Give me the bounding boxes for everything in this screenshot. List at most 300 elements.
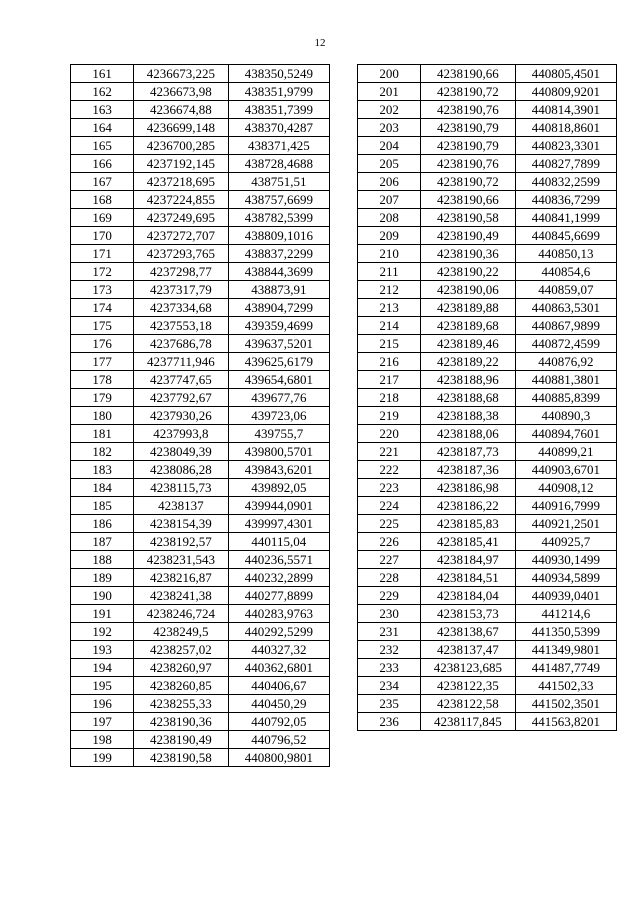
x-coordinate-cell: 4238154,39 [134, 515, 228, 533]
y-coordinate-cell: 440362,6801 [228, 659, 329, 677]
table-row [71, 209, 330, 227]
x-coordinate-cell: 4238186,22 [421, 497, 515, 515]
y-coordinate-cell: 440916,7999 [515, 497, 616, 515]
table-row [71, 749, 330, 767]
point-number-cell: 165 [71, 137, 134, 155]
point-number-cell: 222 [358, 461, 421, 479]
point-number-cell: 233 [358, 659, 421, 677]
point-number-cell: 215 [358, 335, 421, 353]
y-coordinate-cell: 439637,5201 [228, 335, 329, 353]
table-row [358, 515, 617, 533]
y-coordinate-cell: 440283,9763 [228, 605, 329, 623]
table-row [358, 623, 617, 641]
x-coordinate-cell: 4236700,285 [134, 137, 228, 155]
table-row [358, 659, 617, 677]
y-coordinate-cell: 440796,52 [228, 731, 329, 749]
table-row [71, 515, 330, 533]
y-coordinate-cell: 439755,7 [228, 425, 329, 443]
point-number-cell: 200 [358, 65, 421, 83]
point-number-cell: 225 [358, 515, 421, 533]
y-coordinate-cell: 440890,3 [515, 407, 616, 425]
point-number-cell: 178 [71, 371, 134, 389]
table-row [358, 353, 617, 371]
table-row [358, 641, 617, 659]
point-number-cell: 188 [71, 551, 134, 569]
y-coordinate-cell: 440805,4501 [515, 65, 616, 83]
table-row [358, 425, 617, 443]
table-row [71, 227, 330, 245]
table-row [358, 371, 617, 389]
point-number-cell: 186 [71, 515, 134, 533]
x-coordinate-cell: 4238123,685 [421, 659, 515, 677]
table-row [358, 119, 617, 137]
point-number-cell: 182 [71, 443, 134, 461]
point-number-cell: 184 [71, 479, 134, 497]
table-row [358, 713, 617, 731]
table-row [358, 551, 617, 569]
y-coordinate-cell: 438757,6699 [228, 191, 329, 209]
point-number-cell: 206 [358, 173, 421, 191]
table-row [71, 569, 330, 587]
table-row [358, 695, 617, 713]
x-coordinate-cell: 4238185,41 [421, 533, 515, 551]
table-row [71, 119, 330, 137]
point-number-cell: 218 [358, 389, 421, 407]
table-row [71, 155, 330, 173]
x-coordinate-cell: 4237317,79 [134, 281, 228, 299]
x-coordinate-cell: 4238190,76 [421, 101, 515, 119]
point-number-cell: 164 [71, 119, 134, 137]
point-number-cell: 194 [71, 659, 134, 677]
x-coordinate-cell: 4238189,88 [421, 299, 515, 317]
y-coordinate-cell: 438873,91 [228, 281, 329, 299]
y-coordinate-cell: 438351,9799 [228, 83, 329, 101]
x-coordinate-cell: 4238137,47 [421, 641, 515, 659]
y-coordinate-cell: 440854,6 [515, 263, 616, 281]
point-number-cell: 221 [358, 443, 421, 461]
table-row [358, 335, 617, 353]
y-coordinate-cell: 439800,5701 [228, 443, 329, 461]
table-row [71, 371, 330, 389]
x-coordinate-cell: 4238190,22 [421, 263, 515, 281]
y-coordinate-cell: 438809,1016 [228, 227, 329, 245]
point-number-cell: 176 [71, 335, 134, 353]
x-coordinate-cell: 4238115,73 [134, 479, 228, 497]
y-coordinate-cell: 440406,67 [228, 677, 329, 695]
x-coordinate-cell: 4238190,58 [134, 749, 228, 767]
y-coordinate-cell: 441563,8201 [515, 713, 616, 731]
y-coordinate-cell: 439944,0901 [228, 497, 329, 515]
point-number-cell: 167 [71, 173, 134, 191]
table-row [71, 551, 330, 569]
table-row [358, 317, 617, 335]
point-number-cell: 161 [71, 65, 134, 83]
x-coordinate-cell: 4238190,49 [134, 731, 228, 749]
table-row [358, 461, 617, 479]
x-coordinate-cell: 4238190,36 [421, 245, 515, 263]
x-coordinate-cell: 4238190,72 [421, 83, 515, 101]
x-coordinate-cell: 4238189,46 [421, 335, 515, 353]
table-row [71, 83, 330, 101]
x-coordinate-cell: 4238153,73 [421, 605, 515, 623]
y-coordinate-cell: 440925,7 [515, 533, 616, 551]
y-coordinate-cell: 439625,6179 [228, 353, 329, 371]
x-coordinate-cell: 4238231,543 [134, 551, 228, 569]
point-number-cell: 174 [71, 299, 134, 317]
point-number-cell: 220 [358, 425, 421, 443]
x-coordinate-cell: 4238188,06 [421, 425, 515, 443]
x-coordinate-cell: 4238216,87 [134, 569, 228, 587]
table-row [71, 641, 330, 659]
table-row [71, 191, 330, 209]
table-row [358, 587, 617, 605]
x-coordinate-cell: 4238246,724 [134, 605, 228, 623]
y-coordinate-cell: 440867,9899 [515, 317, 616, 335]
x-coordinate-cell: 4237293,765 [134, 245, 228, 263]
table-row [358, 263, 617, 281]
y-coordinate-cell: 440277,8899 [228, 587, 329, 605]
y-coordinate-cell: 440115,04 [228, 533, 329, 551]
point-number-cell: 202 [358, 101, 421, 119]
x-coordinate-cell: 4237686,78 [134, 335, 228, 353]
point-number-cell: 199 [71, 749, 134, 767]
point-number-cell: 224 [358, 497, 421, 515]
y-coordinate-cell: 440863,5301 [515, 299, 616, 317]
y-coordinate-cell: 439843,6201 [228, 461, 329, 479]
x-coordinate-cell: 4238192,57 [134, 533, 228, 551]
x-coordinate-cell: 4238049,39 [134, 443, 228, 461]
y-coordinate-cell: 440827,7899 [515, 155, 616, 173]
table-row [358, 191, 617, 209]
y-coordinate-cell: 440832,2599 [515, 173, 616, 191]
point-number-cell: 212 [358, 281, 421, 299]
point-number-cell: 175 [71, 317, 134, 335]
point-number-cell: 183 [71, 461, 134, 479]
point-number-cell: 170 [71, 227, 134, 245]
table-row [358, 173, 617, 191]
point-number-cell: 179 [71, 389, 134, 407]
table-row [71, 353, 330, 371]
x-coordinate-cell: 4237334,68 [134, 299, 228, 317]
y-coordinate-cell: 441214,6 [515, 605, 616, 623]
x-coordinate-cell: 4238184,97 [421, 551, 515, 569]
point-number-cell: 203 [358, 119, 421, 137]
point-number-cell: 193 [71, 641, 134, 659]
x-coordinate-cell: 4238190,36 [134, 713, 228, 731]
y-coordinate-cell: 440939,0401 [515, 587, 616, 605]
table-row [71, 137, 330, 155]
x-coordinate-cell: 4238185,83 [421, 515, 515, 533]
table-row [71, 281, 330, 299]
table-row [71, 479, 330, 497]
x-coordinate-cell: 4238187,36 [421, 461, 515, 479]
point-number-cell: 169 [71, 209, 134, 227]
table-row [358, 407, 617, 425]
point-number-cell: 195 [71, 677, 134, 695]
y-coordinate-cell: 440818,8601 [515, 119, 616, 137]
point-number-cell: 208 [358, 209, 421, 227]
y-coordinate-cell: 439723,06 [228, 407, 329, 425]
y-coordinate-cell: 440327,32 [228, 641, 329, 659]
table-row [358, 497, 617, 515]
table-row [358, 65, 617, 83]
y-coordinate-cell: 440894,7601 [515, 425, 616, 443]
table-row [71, 389, 330, 407]
x-coordinate-cell: 4238190,66 [421, 65, 515, 83]
x-coordinate-cell: 4238190,76 [421, 155, 515, 173]
x-coordinate-cell: 4238184,04 [421, 587, 515, 605]
x-coordinate-cell: 4238117,845 [421, 713, 515, 731]
x-coordinate-cell: 4238190,79 [421, 119, 515, 137]
y-coordinate-cell: 440876,92 [515, 353, 616, 371]
y-coordinate-cell: 441502,3501 [515, 695, 616, 713]
table-row [358, 389, 617, 407]
x-coordinate-cell: 4238249,5 [134, 623, 228, 641]
table-row [71, 317, 330, 335]
coordinates-table-right [357, 64, 617, 731]
table-row [358, 677, 617, 695]
x-coordinate-cell: 4238189,68 [421, 317, 515, 335]
table-row [358, 605, 617, 623]
point-number-cell: 205 [358, 155, 421, 173]
y-coordinate-cell: 438782,5399 [228, 209, 329, 227]
point-number-cell: 232 [358, 641, 421, 659]
table-row [358, 155, 617, 173]
point-number-cell: 211 [358, 263, 421, 281]
point-number-cell: 235 [358, 695, 421, 713]
table-row [358, 533, 617, 551]
point-number-cell: 185 [71, 497, 134, 515]
y-coordinate-cell: 438751,51 [228, 173, 329, 191]
table-row [358, 299, 617, 317]
x-coordinate-cell: 4237249,695 [134, 209, 228, 227]
point-number-cell: 196 [71, 695, 134, 713]
table-row [358, 209, 617, 227]
y-coordinate-cell: 440841,1999 [515, 209, 616, 227]
page-number: 12 [314, 37, 326, 49]
point-number-cell: 207 [358, 191, 421, 209]
table-row [71, 101, 330, 119]
point-number-cell: 231 [358, 623, 421, 641]
x-coordinate-cell: 4237298,77 [134, 263, 228, 281]
x-coordinate-cell: 4238255,33 [134, 695, 228, 713]
y-coordinate-cell: 441502,33 [515, 677, 616, 695]
point-number-cell: 192 [71, 623, 134, 641]
table-row [71, 443, 330, 461]
table-row [71, 245, 330, 263]
x-coordinate-cell: 4238138,67 [421, 623, 515, 641]
x-coordinate-cell: 4238190,66 [421, 191, 515, 209]
x-coordinate-cell: 4237272,707 [134, 227, 228, 245]
y-coordinate-cell: 440885,8399 [515, 389, 616, 407]
x-coordinate-cell: 4238190,79 [421, 137, 515, 155]
x-coordinate-cell: 4238086,28 [134, 461, 228, 479]
y-coordinate-cell: 439677,76 [228, 389, 329, 407]
y-coordinate-cell: 438351,7399 [228, 101, 329, 119]
y-coordinate-cell: 440881,3801 [515, 371, 616, 389]
point-number-cell: 198 [71, 731, 134, 749]
x-coordinate-cell: 4238189,22 [421, 353, 515, 371]
table-row [71, 731, 330, 749]
y-coordinate-cell: 438904,7299 [228, 299, 329, 317]
y-coordinate-cell: 440836,7299 [515, 191, 616, 209]
y-coordinate-cell: 441487,7749 [515, 659, 616, 677]
y-coordinate-cell: 438844,3699 [228, 263, 329, 281]
y-coordinate-cell: 438837,2299 [228, 245, 329, 263]
point-number-cell: 219 [358, 407, 421, 425]
point-number-cell: 210 [358, 245, 421, 263]
point-number-cell: 209 [358, 227, 421, 245]
x-coordinate-cell: 4238186,98 [421, 479, 515, 497]
table-row [71, 425, 330, 443]
table-row [71, 677, 330, 695]
y-coordinate-cell: 440934,5899 [515, 569, 616, 587]
point-number-cell: 172 [71, 263, 134, 281]
point-number-cell: 201 [358, 83, 421, 101]
point-number-cell: 216 [358, 353, 421, 371]
y-coordinate-cell: 440845,6699 [515, 227, 616, 245]
x-coordinate-cell: 4237747,65 [134, 371, 228, 389]
y-coordinate-cell: 439997,4301 [228, 515, 329, 533]
table-row [358, 281, 617, 299]
y-coordinate-cell: 440930,1499 [515, 551, 616, 569]
y-coordinate-cell: 440921,2501 [515, 515, 616, 533]
y-coordinate-cell: 440809,9201 [515, 83, 616, 101]
table-row [71, 623, 330, 641]
coordinates-table-left [70, 64, 330, 767]
y-coordinate-cell: 440850,13 [515, 245, 616, 263]
y-coordinate-cell: 440814,3901 [515, 101, 616, 119]
point-number-cell: 168 [71, 191, 134, 209]
y-coordinate-cell: 439359,4699 [228, 317, 329, 335]
x-coordinate-cell: 4238260,85 [134, 677, 228, 695]
y-coordinate-cell: 438371,425 [228, 137, 329, 155]
x-coordinate-cell: 4236699,148 [134, 119, 228, 137]
table-row [358, 227, 617, 245]
x-coordinate-cell: 4238190,58 [421, 209, 515, 227]
point-number-cell: 177 [71, 353, 134, 371]
x-coordinate-cell: 4237224,855 [134, 191, 228, 209]
x-coordinate-cell: 4237792,67 [134, 389, 228, 407]
x-coordinate-cell: 4238122,58 [421, 695, 515, 713]
x-coordinate-cell: 4237993,8 [134, 425, 228, 443]
x-coordinate-cell: 4236673,98 [134, 83, 228, 101]
y-coordinate-cell: 440823,3301 [515, 137, 616, 155]
table-row [71, 533, 330, 551]
point-number-cell: 226 [358, 533, 421, 551]
x-coordinate-cell: 4238187,73 [421, 443, 515, 461]
y-coordinate-cell: 438370,4287 [228, 119, 329, 137]
x-coordinate-cell: 4238257,02 [134, 641, 228, 659]
point-number-cell: 191 [71, 605, 134, 623]
table-row [71, 605, 330, 623]
point-number-cell: 230 [358, 605, 421, 623]
table-row [71, 335, 330, 353]
point-number-cell: 190 [71, 587, 134, 605]
x-coordinate-cell: 4236673,225 [134, 65, 228, 83]
table-row [71, 299, 330, 317]
point-number-cell: 166 [71, 155, 134, 173]
y-coordinate-cell: 440236,5571 [228, 551, 329, 569]
table-row [71, 587, 330, 605]
table-row [71, 407, 330, 425]
y-coordinate-cell: 440903,6701 [515, 461, 616, 479]
table-row [71, 173, 330, 191]
x-coordinate-cell: 4237711,946 [134, 353, 228, 371]
table-row [71, 713, 330, 731]
x-coordinate-cell: 4238188,96 [421, 371, 515, 389]
coordinates-table-left-body [71, 65, 330, 767]
point-number-cell: 197 [71, 713, 134, 731]
table-row [358, 245, 617, 263]
y-coordinate-cell: 440232,2899 [228, 569, 329, 587]
x-coordinate-cell: 4238260,97 [134, 659, 228, 677]
table-row [71, 695, 330, 713]
x-coordinate-cell: 4238190,49 [421, 227, 515, 245]
point-number-cell: 236 [358, 713, 421, 731]
table-row [358, 479, 617, 497]
x-coordinate-cell: 4237192,145 [134, 155, 228, 173]
point-number-cell: 187 [71, 533, 134, 551]
x-coordinate-cell: 4237553,18 [134, 317, 228, 335]
point-number-cell: 223 [358, 479, 421, 497]
point-number-cell: 171 [71, 245, 134, 263]
y-coordinate-cell: 440899,21 [515, 443, 616, 461]
x-coordinate-cell: 4238188,38 [421, 407, 515, 425]
y-coordinate-cell: 441350,5399 [515, 623, 616, 641]
x-coordinate-cell: 4238122,35 [421, 677, 515, 695]
y-coordinate-cell: 440292,5299 [228, 623, 329, 641]
table-row [71, 263, 330, 281]
table-row [358, 569, 617, 587]
y-coordinate-cell: 438350,5249 [228, 65, 329, 83]
point-number-cell: 189 [71, 569, 134, 587]
y-coordinate-cell: 440872,4599 [515, 335, 616, 353]
point-number-cell: 217 [358, 371, 421, 389]
point-number-cell: 180 [71, 407, 134, 425]
table-row [71, 65, 330, 83]
x-coordinate-cell: 4238241,38 [134, 587, 228, 605]
point-number-cell: 213 [358, 299, 421, 317]
x-coordinate-cell: 4236674,88 [134, 101, 228, 119]
point-number-cell: 229 [358, 587, 421, 605]
x-coordinate-cell: 4238188,68 [421, 389, 515, 407]
point-number-cell: 234 [358, 677, 421, 695]
y-coordinate-cell: 440908,12 [515, 479, 616, 497]
y-coordinate-cell: 439892,05 [228, 479, 329, 497]
point-number-cell: 181 [71, 425, 134, 443]
x-coordinate-cell: 4238184,51 [421, 569, 515, 587]
x-coordinate-cell: 4238190,06 [421, 281, 515, 299]
table-row [71, 497, 330, 515]
x-coordinate-cell: 4238190,72 [421, 173, 515, 191]
y-coordinate-cell: 440800,9801 [228, 749, 329, 767]
x-coordinate-cell: 4237218,695 [134, 173, 228, 191]
y-coordinate-cell: 440450,29 [228, 695, 329, 713]
y-coordinate-cell: 439654,6801 [228, 371, 329, 389]
point-number-cell: 163 [71, 101, 134, 119]
y-coordinate-cell: 440792,05 [228, 713, 329, 731]
point-number-cell: 162 [71, 83, 134, 101]
point-number-cell: 227 [358, 551, 421, 569]
table-row [358, 443, 617, 461]
point-number-cell: 173 [71, 281, 134, 299]
x-coordinate-cell: 4237930,26 [134, 407, 228, 425]
point-number-cell: 204 [358, 137, 421, 155]
coordinates-table-right-body [358, 65, 617, 731]
point-number-cell: 214 [358, 317, 421, 335]
y-coordinate-cell: 441349,9801 [515, 641, 616, 659]
